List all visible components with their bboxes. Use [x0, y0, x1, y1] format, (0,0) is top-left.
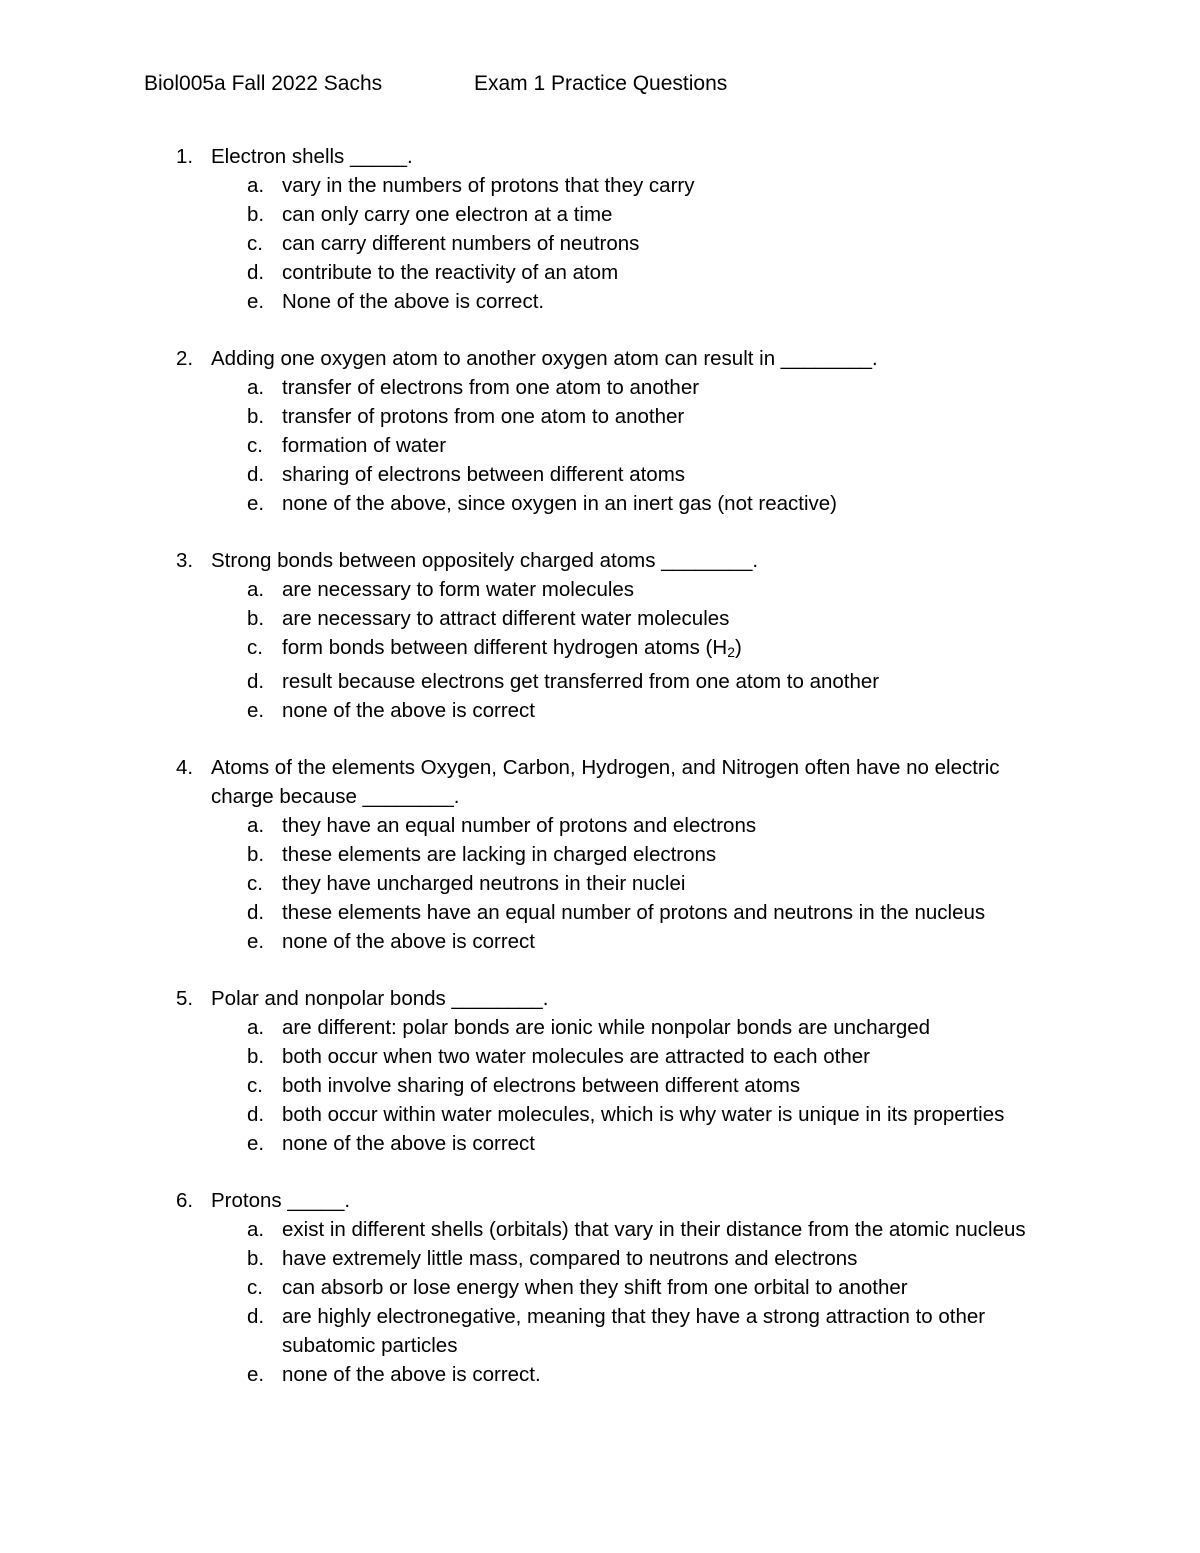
- option-text: none of the above, since oxygen in an inert gas (not reactive): [282, 492, 837, 515]
- option-letter: a.: [247, 578, 265, 601]
- question-number: 1.: [176, 145, 194, 168]
- option-letter: e.: [247, 492, 265, 515]
- option-text: are different: polar bonds are ionic while nonpolar bonds are uncharged: [282, 1016, 931, 1039]
- answer-option-e: [0, 927, 1200, 956]
- option-text: sharing of electrons between different atoms: [282, 463, 686, 486]
- answer-option-c: [0, 229, 1200, 258]
- question-stem: Polar and nonpolar bonds ________.: [211, 987, 549, 1010]
- answer-option-c: [0, 869, 1200, 898]
- option-text: have extremely little mass, compared to neutrons and electrons: [282, 1247, 858, 1270]
- question-stem-row: [0, 1186, 1200, 1215]
- question-stem-row: [0, 142, 1200, 171]
- option-text: none of the above is correct: [282, 1132, 535, 1155]
- question-number: 2.: [176, 347, 194, 370]
- answer-option-c: [0, 1273, 1200, 1302]
- answer-option-e: [0, 696, 1200, 725]
- answer-option-a: [0, 171, 1200, 200]
- option-letter: d.: [247, 1305, 265, 1328]
- question-list: [0, 142, 1200, 1417]
- answer-option-b: [0, 1042, 1200, 1071]
- question-stem: Adding one oxygen atom to another oxygen atom can result in ________.: [211, 347, 878, 370]
- option-letter: a.: [247, 1016, 265, 1039]
- option-letter: c.: [247, 434, 263, 457]
- option-letter: a.: [247, 376, 265, 399]
- question-stem-row: [0, 344, 1200, 373]
- option-letter: e.: [247, 930, 265, 953]
- answer-option-c: [0, 1071, 1200, 1100]
- question-stem: Protons _____.: [211, 1189, 351, 1212]
- option-letter: e.: [247, 1363, 265, 1386]
- option-text: they have uncharged neutrons in their nuclei: [282, 872, 686, 895]
- option-letter: a.: [247, 174, 265, 197]
- document-title: Exam 1 Practice Questions: [474, 72, 728, 95]
- question-number: 3.: [176, 549, 194, 572]
- answer-option-a: [0, 1013, 1200, 1042]
- option-letter: c.: [247, 872, 263, 895]
- course-info: Biol005a Fall 2022 Sachs: [144, 72, 383, 95]
- option-text: are highly electronegative, meaning that they have a strong attraction to other subatomic particles: [282, 1305, 986, 1357]
- option-text: none of the above is correct: [282, 699, 535, 722]
- option-letter: c.: [247, 232, 263, 255]
- option-text: both occur within water molecules, which is why water is unique in its properties: [282, 1103, 1005, 1126]
- option-text: formation of water: [282, 434, 447, 457]
- answer-option-d: [0, 898, 1200, 927]
- answer-option-b: [0, 1244, 1200, 1273]
- option-text: can only carry one electron at a time: [282, 203, 613, 226]
- option-letter: d.: [247, 1103, 265, 1126]
- answer-option-b: [0, 604, 1200, 633]
- answer-option-d: [0, 667, 1200, 696]
- option-text: they have an equal number of protons and electrons: [282, 814, 757, 837]
- option-letter: b.: [247, 1045, 265, 1068]
- answer-option-d: [0, 460, 1200, 489]
- answer-option-a: [0, 1215, 1200, 1244]
- question-4: [0, 753, 1200, 956]
- answer-option-a: [0, 373, 1200, 402]
- option-text: vary in the numbers of protons that they carry: [282, 174, 695, 197]
- answer-option-d: [0, 1302, 1200, 1360]
- option-letter: c.: [247, 636, 263, 659]
- option-text: transfer of electrons from one atom to another: [282, 376, 700, 399]
- question-number: 5.: [176, 987, 194, 1010]
- option-letter: b.: [247, 607, 265, 630]
- option-text: both occur when two water molecules are attracted to each other: [282, 1045, 870, 1068]
- question-5: [0, 984, 1200, 1158]
- option-letter: d.: [247, 901, 265, 924]
- page-header: [144, 72, 1044, 100]
- option-text: these elements have an equal number of protons and neutrons in the nucleus: [282, 901, 986, 924]
- answer-option-c: [0, 431, 1200, 460]
- answer-option-d: [0, 258, 1200, 287]
- option-letter: b.: [247, 1247, 265, 1270]
- option-text: none of the above is correct.: [282, 1363, 541, 1386]
- subscript: 2: [727, 644, 735, 660]
- option-text: none of the above is correct: [282, 930, 535, 953]
- question-number: 6.: [176, 1189, 194, 1212]
- option-text: form bonds between different hydrogen atoms (H: [282, 636, 728, 659]
- option-letter: d.: [247, 463, 265, 486]
- option-letter: b.: [247, 843, 265, 866]
- question-1: [0, 142, 1200, 316]
- answer-option-a: [0, 811, 1200, 840]
- question-stem-row: [0, 984, 1200, 1013]
- option-text: both involve sharing of electrons between different atoms: [282, 1074, 801, 1097]
- option-letter: d.: [247, 670, 265, 693]
- option-letter: c.: [247, 1276, 263, 1299]
- option-text: can absorb or lose energy when they shift from one orbital to another: [282, 1276, 908, 1299]
- question-stem-row: [0, 546, 1200, 575]
- option-text: these elements are lacking in charged electrons: [282, 843, 717, 866]
- answer-option-c: [0, 633, 1200, 667]
- option-letter: a.: [247, 1218, 265, 1241]
- option-text: None of the above is correct.: [282, 290, 545, 313]
- option-text: are necessary to attract different water molecules: [282, 607, 730, 630]
- answer-option-e: [0, 287, 1200, 316]
- option-letter: b.: [247, 405, 265, 428]
- question-stem: Strong bonds between oppositely charged atoms ________.: [211, 549, 759, 572]
- option-text: exist in different shells (orbitals) that vary in their distance from the atomic nucleus: [282, 1218, 1026, 1241]
- option-text-suffix: ): [734, 636, 742, 659]
- answer-option-b: [0, 840, 1200, 869]
- answer-option-a: [0, 575, 1200, 604]
- answer-option-d: [0, 1100, 1200, 1129]
- option-text: contribute to the reactivity of an atom: [282, 261, 619, 284]
- option-text: can carry different numbers of neutrons: [282, 232, 640, 255]
- question-6: [0, 1186, 1200, 1389]
- option-text: result because electrons get transferred from one atom to another: [282, 670, 880, 693]
- option-letter: e.: [247, 1132, 265, 1155]
- option-letter: d.: [247, 261, 265, 284]
- answer-option-b: [0, 200, 1200, 229]
- option-text: transfer of protons from one atom to another: [282, 405, 685, 428]
- question-stem-row: [0, 753, 1200, 811]
- option-letter: e.: [247, 699, 265, 722]
- question-stem: Atoms of the elements Oxygen, Carbon, Hydrogen, and Nitrogen often have no electric charge because ________.: [211, 756, 1000, 808]
- question-number: 4.: [176, 756, 194, 779]
- question-stem: Electron shells _____.: [211, 145, 413, 168]
- answer-option-e: [0, 1129, 1200, 1158]
- option-letter: c.: [247, 1074, 263, 1097]
- answer-option-b: [0, 402, 1200, 431]
- question-3: [0, 546, 1200, 725]
- option-letter: b.: [247, 203, 265, 226]
- option-letter: a.: [247, 814, 265, 837]
- answer-option-e: [0, 1360, 1200, 1389]
- option-text: are necessary to form water molecules: [282, 578, 635, 601]
- option-letter: e.: [247, 290, 265, 313]
- answer-option-e: [0, 489, 1200, 518]
- question-2: [0, 344, 1200, 518]
